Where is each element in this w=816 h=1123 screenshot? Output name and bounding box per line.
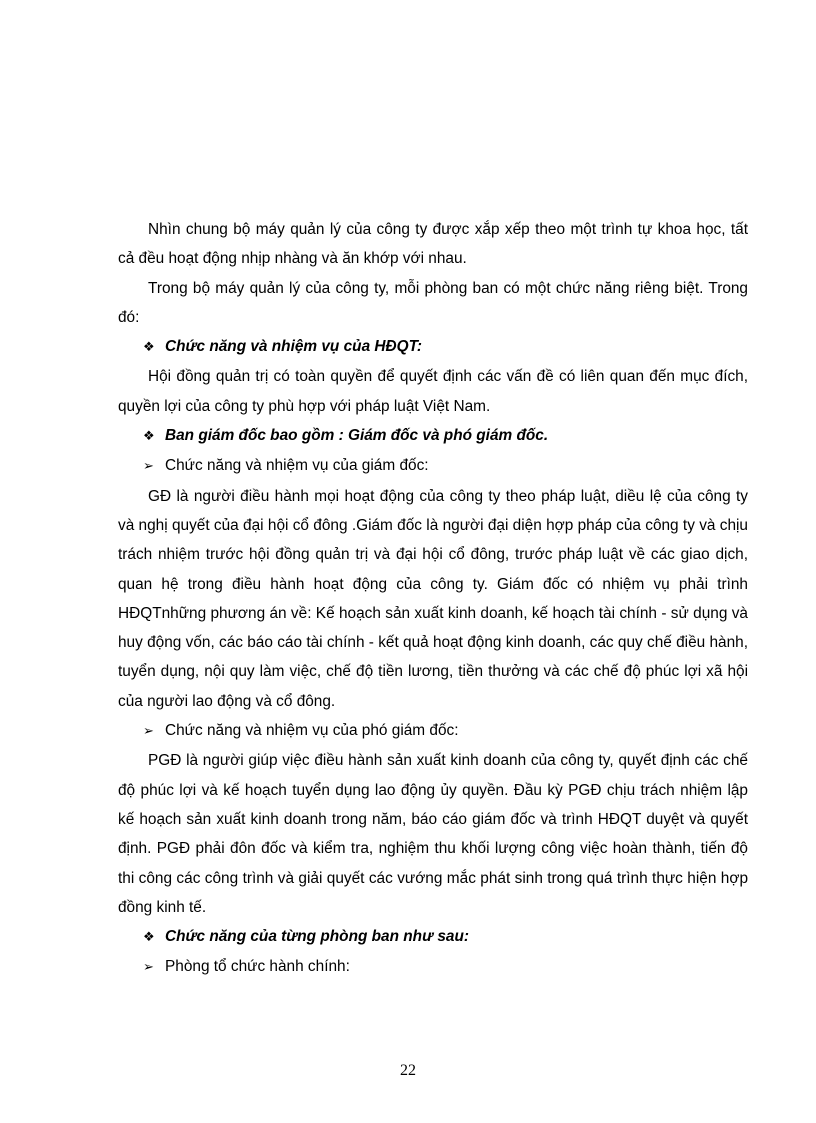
heading-board-of-directors — [118, 421, 748, 451]
paragraph-director-description: GĐ là người điều hành mọi hoạt động của công ty theo pháp luật, diều lệ của công ty và nghị quyết của đại hội cổ đông .Giám đốc là người đại diện hợp pháp của công ty và chịu trách nhiệm trước hội đồng quản trị và đại hội cổ đông, trước pháp luật về các giao dịch, quan hệ trong điều hành hoạt động của công ty. Giám đốc có nhiệm vụ phải trình HĐQTnhững phương án về: Kế hoạch sản xuất kinh doanh, kế hoạch tài chính - sử dụng và huy động vốn, các báo cáo tài chính - kết quả hoạt động kinh doanh, các quy chế điều hành, tuyển dụng, nội quy làm việc, chế độ tiền lương, tiền thưởng và các chế độ phúc lợi xã hội của người lao động và cổ đông. — [118, 487, 748, 710]
heading-hdqt-functions — [118, 332, 748, 362]
diamond-bullet-icon: ❖ — [143, 340, 155, 356]
paragraph-deputy-director-description: PGĐ là người giúp việc điều hành sản xuất kinh doanh của công ty, quyết định các chế độ phúc lợi và kế hoạch tuyển dụng lao động ủy quyền. Đầu kỳ PGĐ chịu trách nhiệm lập kế hoạch sản xuất kinh doanh trong năm, báo cáo giám đốc và trình HĐQT duyệt và quyết định. PGĐ phải đôn đốc và kiểm tra, nghiệm thu khối lượng công việc hoàn thành, tiến độ thi công các công trình và giải quyết các vướng mắc phát sinh trong quá trình thực hiện hợp đồng kinh tế. — [118, 752, 748, 916]
heading-department-functions — [118, 922, 748, 952]
subheading-deputy-director-duties — [118, 716, 748, 746]
subheading-director-duties — [118, 451, 748, 481]
arrow-bullet-icon: ➢ — [143, 459, 154, 475]
page-body — [118, 215, 748, 983]
heading-label: Chức năng của từng phòng ban như sau: — [165, 928, 469, 946]
page-number: 22 — [400, 1062, 416, 1079]
diamond-bullet-icon: ❖ — [143, 930, 155, 946]
heading-label: Ban giám đốc bao gồm : Giám đốc và phó giám đốc. — [165, 427, 549, 445]
diamond-bullet-icon: ❖ — [143, 429, 155, 445]
paragraph-hdqt-description: Hội đồng quản trị có toàn quyền để quyết định các vấn đề có liên quan đến mục đích, quyền lợi của công ty phù hợp với pháp luật Việt Nam. — [118, 368, 748, 415]
subheading-label: Chức năng và nhiệm vụ của giám đốc: — [165, 457, 429, 475]
subheading-label: Chức năng và nhiệm vụ của phó giám đốc: — [165, 722, 459, 740]
subheading-label: Phòng tổ chức hành chính: — [165, 958, 350, 976]
paragraph-overview: Nhìn chung bộ máy quản lý của công ty được xắp xếp theo một trình tự khoa học, tất cả đều hoạt động nhịp nhàng và ăn khớp với nhau. — [118, 221, 748, 268]
heading-label: Chức năng và nhiệm vụ của HĐQT: — [165, 338, 422, 356]
arrow-bullet-icon: ➢ — [143, 960, 154, 976]
paragraph-departments-intro: Trong bộ máy quản lý của công ty, mỗi phòng ban có một chức năng riêng biệt. Trong đó: — [118, 279, 748, 326]
arrow-bullet-icon: ➢ — [143, 724, 154, 740]
subheading-admin-department — [118, 952, 748, 982]
